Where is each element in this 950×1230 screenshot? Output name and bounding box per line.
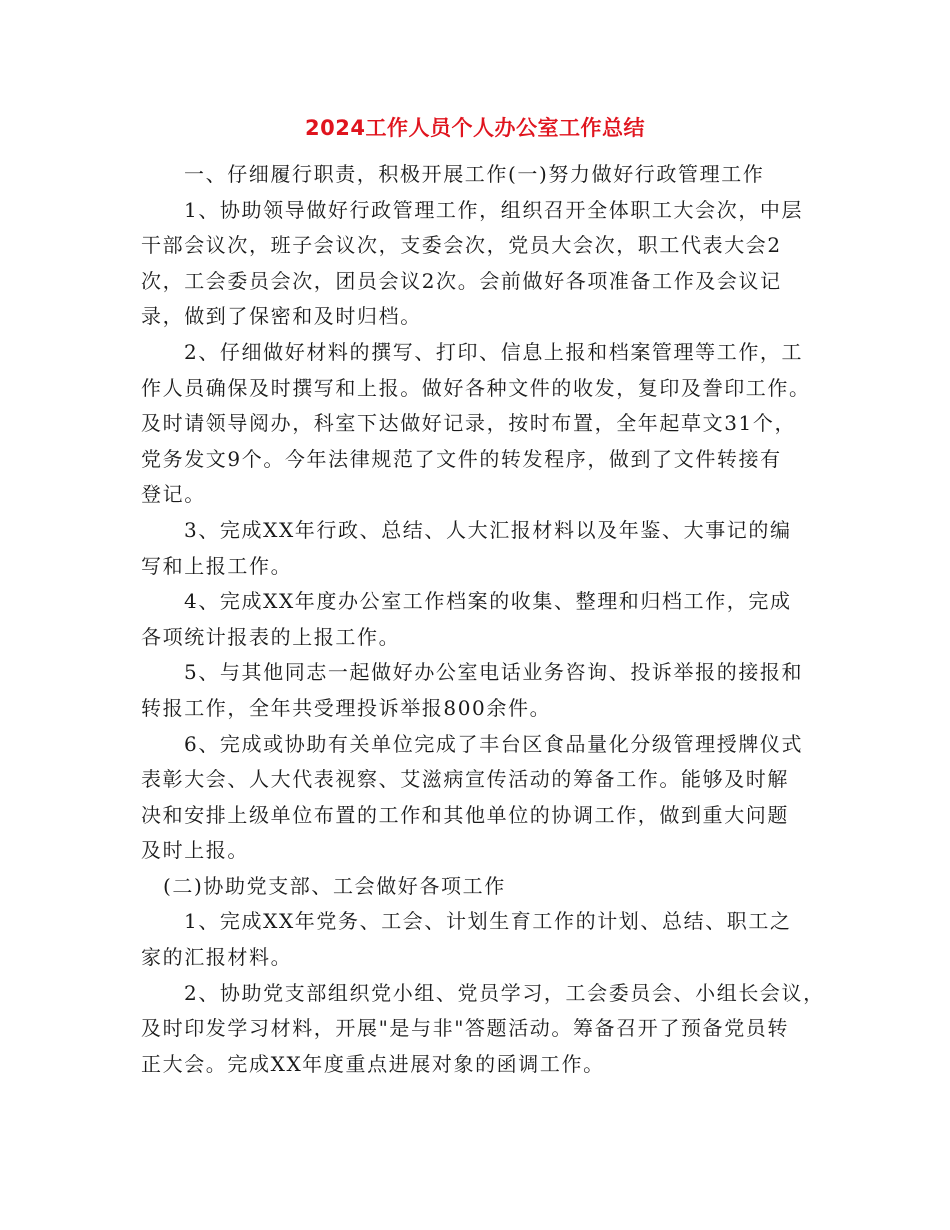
document-body	[141, 157, 825, 1082]
paragraph-line: 2、仔细做好材料的撰写、打印、信息上报和档案管理等工作，工	[184, 339, 804, 364]
paragraph-line: 决和安排上级单位布置的工作和其他单位的协调工作，做到重大问题	[141, 802, 789, 827]
paragraph-line: 4、完成XX年度办公室工作档案的收集、整理和归档工作，完成	[184, 589, 792, 614]
paragraph-line: 正大会。完成XX年度重点进展对象的函调工作。	[141, 1051, 605, 1076]
paragraph-line: 作人员确保及时撰写和上报。做好各种文件的收发，复印及誊印工作。	[141, 375, 811, 400]
paragraph-line: 写和上报工作。	[141, 553, 293, 578]
paragraph-line: 登记。	[141, 482, 206, 507]
paragraph-line: 各项统计报表的上报工作。	[141, 624, 401, 649]
paragraph-line: 1、完成XX年党务、工会、计划生育工作的计划、总结、职工之	[184, 909, 792, 934]
paragraph-line: 干部会议次，班子会议次，支委会次，党员大会次，职工代表大会2	[141, 233, 782, 258]
paragraph-line: 次，工会委员会次，团员会议2次。会前做好各项准备工作及会议记	[141, 268, 782, 293]
paragraph-line: 及时上报。	[141, 838, 249, 863]
document-title: 2024工作人员个人办公室工作总结	[305, 116, 645, 140]
section-heading-1: 一、仔细履行职责，积极开展工作(一)努力做好行政管理工作	[184, 162, 765, 186]
paragraph-line: 1、协助领导做好行政管理工作，组织召开全体职工大会次，中层	[184, 197, 804, 222]
paragraph-line: 3、完成XX年行政、总结、人大汇报材料以及年鉴、大事记的编	[184, 517, 792, 542]
paragraph-line: 及时请领导阅办，科室下达做好记录，按时布置，全年起草文31个，	[141, 411, 797, 436]
paragraph-line: 转报工作，全年共受理投诉举报800余件。	[141, 695, 552, 720]
paragraph-line: 6、完成或协助有关单位完成了丰台区食品量化分级管理授牌仪式	[184, 731, 804, 756]
paragraph-line: 及时印发学习材料，开展"是与非"答题活动。筹备召开了预备党员转	[141, 1016, 789, 1041]
paragraph-line: 录，做到了保密和及时归档。	[141, 304, 422, 329]
paragraph-line: 2、协助党支部组织党小组、党员学习，工会委员会、小组长会议，	[184, 980, 825, 1005]
paragraph-line: 家的汇报材料。	[141, 945, 293, 970]
paragraph-line: 5、与其他同志一起做好办公室电话业务咨询、投诉举报的接报和	[184, 660, 804, 685]
paragraph-line: 党务发文9个。今年法律规范了文件的转发程序，做到了文件转接有	[141, 446, 782, 471]
section-heading-2: (二)协助党支部、工会做好各项工作	[163, 873, 506, 898]
paragraph-line: 表彰大会、人大代表视察、艾滋病宣传活动的筹备工作。能够及时解	[141, 767, 789, 792]
